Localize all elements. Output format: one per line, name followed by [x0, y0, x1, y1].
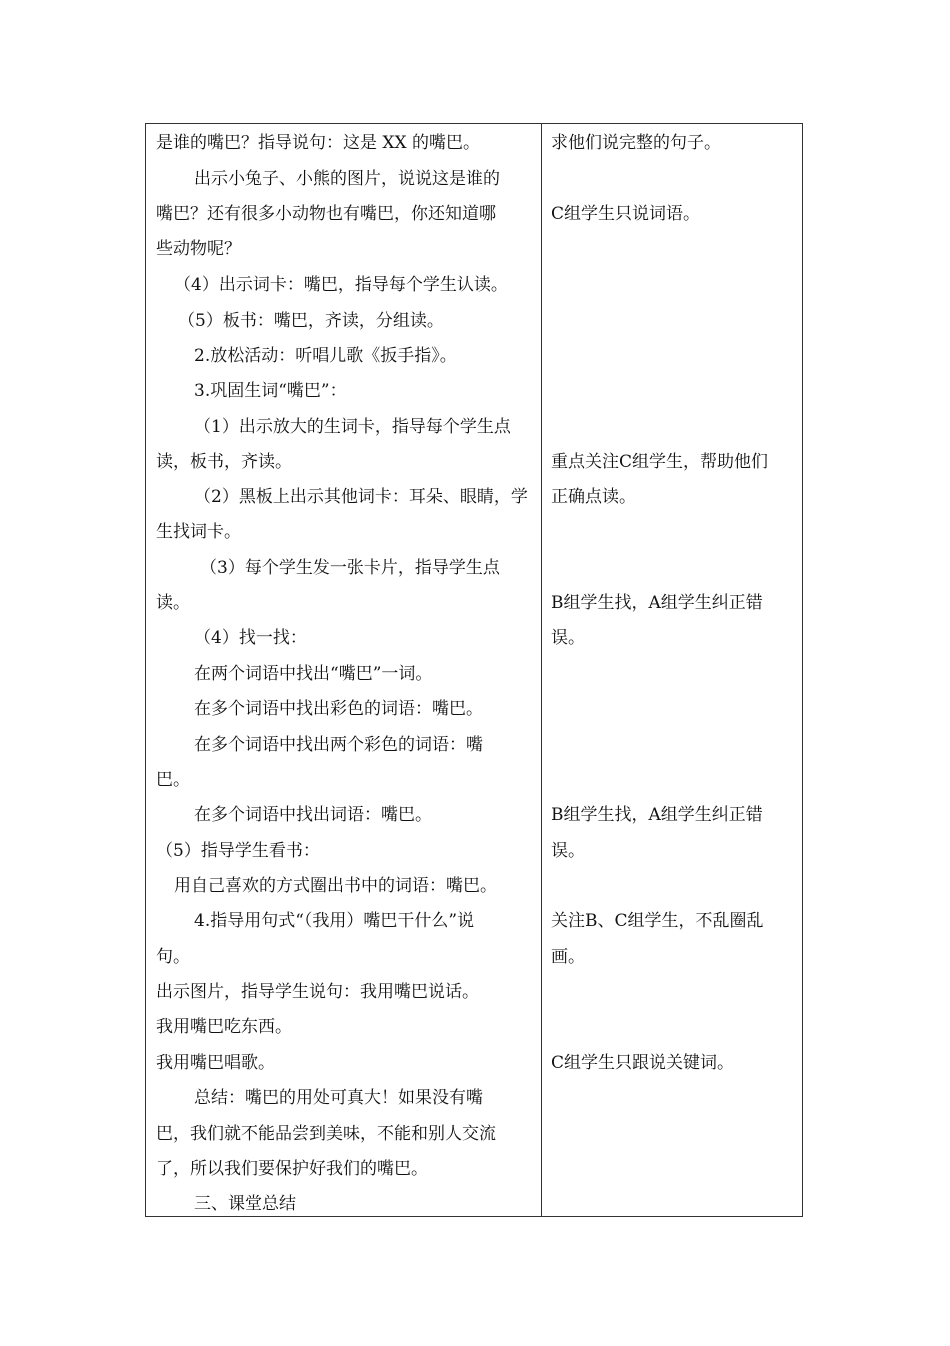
text-line: 读，板书，齐读。	[156, 452, 292, 472]
text-line: 是谁的嘴巴？指导说句：这是 XX 的嘴巴。	[156, 133, 481, 153]
note-line: 画。	[551, 947, 585, 967]
text-line: 总结：嘴巴的用处可真大！如果没有嘴	[194, 1088, 483, 1108]
text-line: （3）每个学生发一张卡片，指导学生点	[200, 558, 500, 578]
text-line: 些动物呢？	[156, 239, 241, 259]
text-line: 巴，我们就不能品尝到美味，不能和别人交流	[156, 1124, 496, 1144]
note-line: B组学生找，A组学生纠正错	[551, 593, 763, 613]
text-line: 在两个词语中找出“嘴巴”一词。	[194, 664, 433, 684]
note-line: 误。	[551, 628, 585, 648]
note-line: 正确点读。	[551, 487, 636, 507]
text-line: 句。	[156, 947, 190, 967]
text-line: 我用嘴巴吃东西。	[156, 1017, 292, 1037]
text-line: （5）指导学生看书：	[156, 841, 320, 861]
note-line: B组学生找，A组学生纠正错	[551, 805, 763, 825]
lesson-plan-table	[145, 123, 803, 1217]
text-line: （1）出示放大的生词卡，指导每个学生点	[194, 417, 511, 437]
text-line: 3.巩固生词“嘴巴”：	[194, 381, 347, 401]
text-line: 了，所以我们要保护好我们的嘴巴。	[156, 1159, 428, 1179]
text-line: 巴。	[156, 770, 190, 790]
text-line: 在多个词语中找出词语：嘴巴。	[194, 805, 432, 825]
text-line: 在多个词语中找出彩色的词语：嘴巴。	[194, 699, 483, 719]
note-line: 重点关注C组学生，帮助他们	[551, 452, 769, 472]
text-line: （4）出示词卡：嘴巴，指导每个学生认读。	[174, 275, 508, 295]
text-line: 三、课堂总结	[194, 1194, 296, 1214]
text-line: 用自己喜欢的方式圈出书中的词语：嘴巴。	[174, 876, 497, 896]
text-line: 出示图片，指导学生说句：我用嘴巴说话。	[156, 982, 479, 1002]
text-line: （5）板书：嘴巴，齐读，分组读。	[178, 311, 444, 331]
text-line: 在多个词语中找出两个彩色的词语：嘴	[194, 735, 483, 755]
text-line: 生找词卡。	[156, 522, 241, 542]
note-line: 求他们说完整的句子。	[551, 133, 721, 153]
text-line: 出示小兔子、小熊的图片，说说这是谁的	[194, 169, 500, 189]
text-line: （4）找一找：	[194, 628, 307, 648]
text-line: 读。	[156, 593, 190, 613]
note-line: C组学生只说词语。	[551, 204, 701, 224]
text-line: 4.指导用句式“（我用）嘴巴干什么”说	[194, 911, 475, 931]
column-divider	[541, 124, 542, 1216]
note-line: 关注B、C组学生，不乱圈乱	[551, 911, 764, 931]
note-line: C组学生只跟说关键词。	[551, 1053, 735, 1073]
text-line: 我用嘴巴唱歌。	[156, 1053, 275, 1073]
text-line: （2）黑板上出示其他词卡：耳朵、眼睛，学	[194, 487, 528, 507]
text-line: 2.放松活动：听唱儿歌《扳手指》。	[194, 346, 457, 366]
text-line: 嘴巴？还有很多小动物也有嘴巴，你还知道哪	[156, 204, 496, 224]
note-line: 误。	[551, 841, 585, 861]
